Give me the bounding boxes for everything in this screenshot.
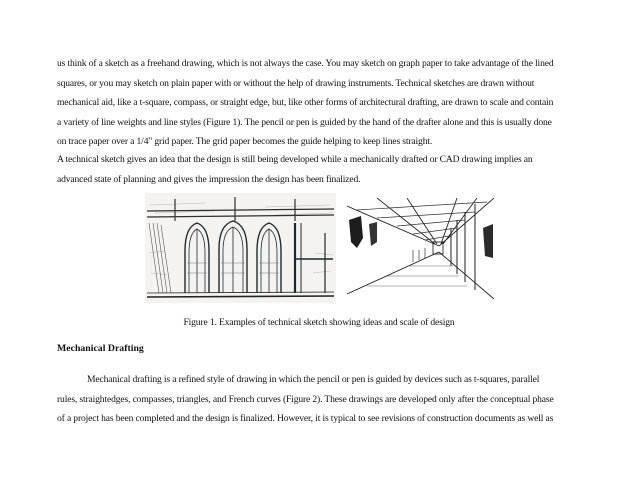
sketch-arches-drawing [145,193,336,303]
figure-caption: Figure 1. Examples of technical sketch showing ideas and scale of design [183,317,455,328]
text-line: a variety of line weights and line styles (Figure 1). The pencil or pen is guided by the hand of the drafter alone and this is usually done [57,116,552,128]
sketch-corridor-drawing [347,198,494,299]
text-line: on trace paper over a 1/4" grid paper. The grid paper becomes the guide helping to keep lines straight. [57,136,433,148]
paragraph-sketch-intro [57,54,585,152]
sketch-image-corridor [347,198,494,299]
text-line: squares, or you may sketch on plain paper with or without the help of drawing instruments. Technical sketches are drawn without [57,77,535,89]
sketch-image-arches [145,193,336,303]
paragraph-technical-sketch [57,150,585,189]
text-line: us think of a sketch as a freehand drawing, which is not always the case. You may sketch on graph paper to take advantage of the lined [57,58,554,69]
paragraph-mechanical-drafting [57,370,585,429]
text-line: Mechanical drafting is a refined style of drawing in which the pencil or pen is guided by devices such as t-squares, parallel [87,374,540,385]
section-heading: Mechanical Drafting [57,343,144,354]
text-line: of a project has been completed and the design is finalized. However, it is typical to see revisions of construction documents as well as [57,413,554,425]
text-line: advanced state of planning and gives the impression the design has been finalized. [57,173,361,185]
text-line: mechanical aid, like a t-square, compass, or straight edge, but, like other forms of architectural drafting, are drawn to scale and contain [57,97,554,109]
text-line: rules, straightedges, compasses, triangles, and French curves (Figure 2). These drawings are developed only after the conceptual phase [57,393,554,405]
text-line: A technical sketch gives an idea that the design is still being developed while a mechanically drafted or CAD drawing implies an [57,154,533,165]
